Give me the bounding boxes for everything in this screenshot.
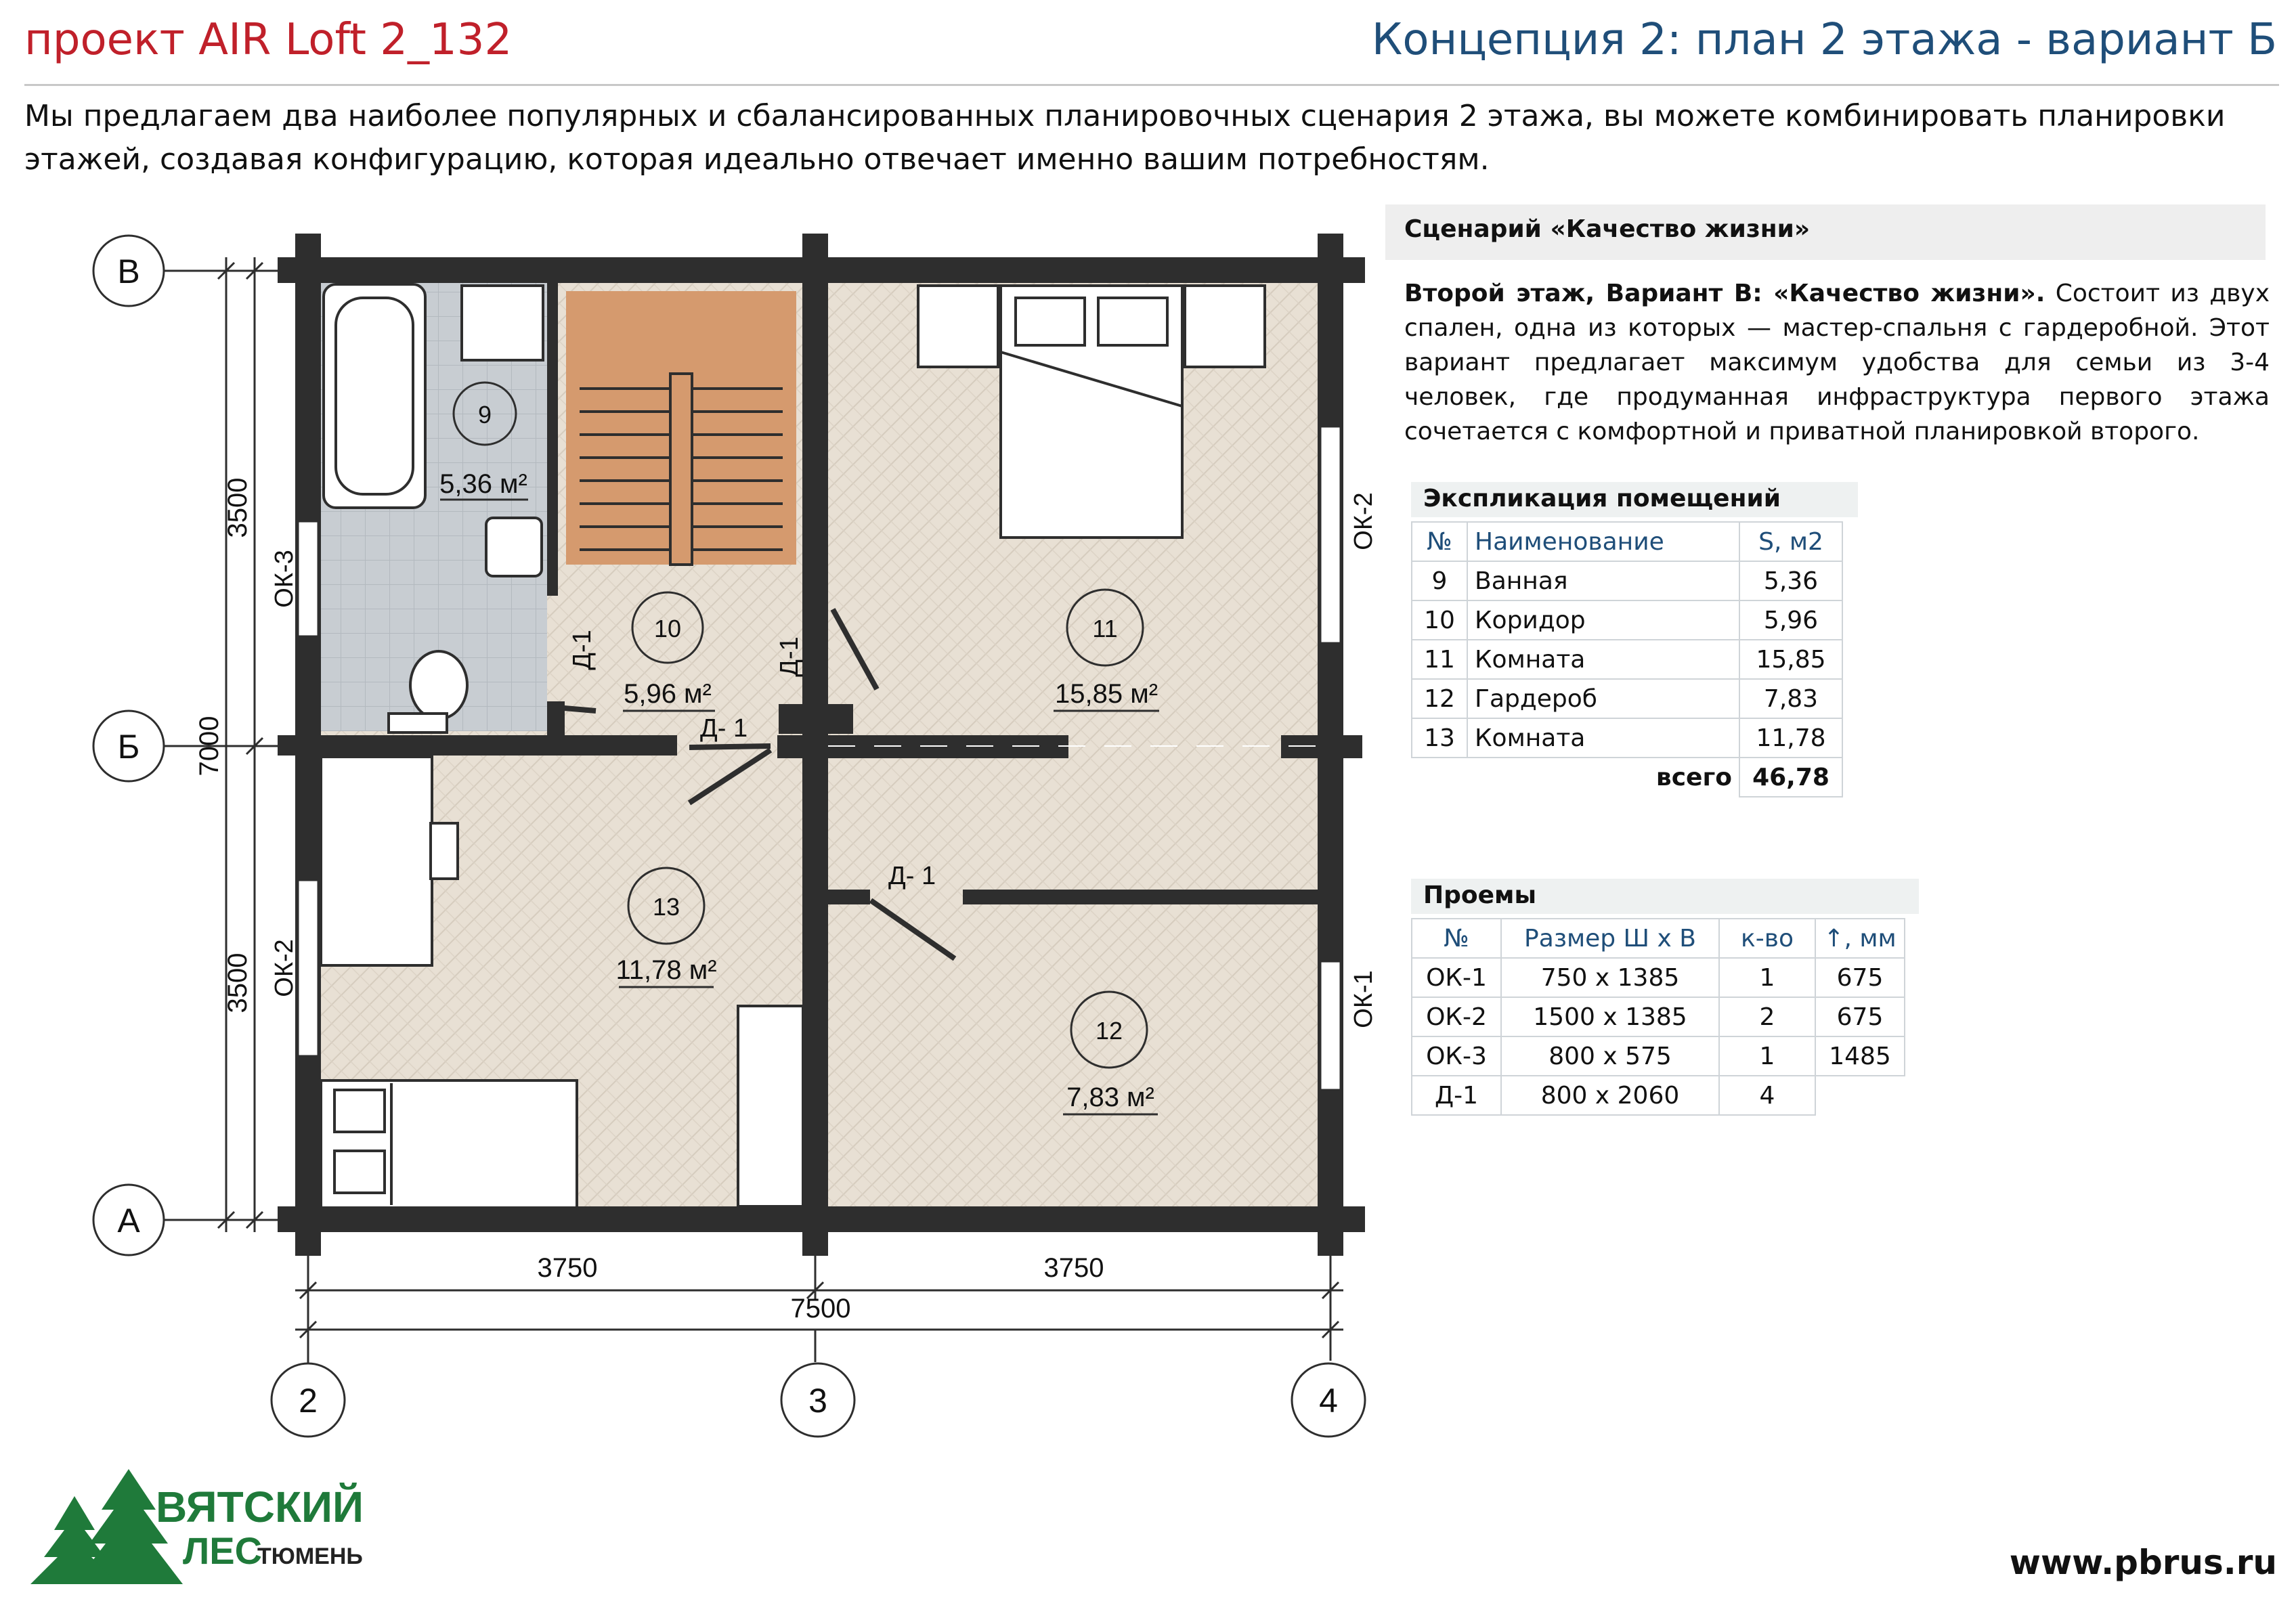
col-name: Наименование bbox=[1467, 522, 1739, 561]
cell: 800 х 575 bbox=[1501, 1036, 1719, 1076]
col-mark: № bbox=[1412, 919, 1501, 958]
dim-bottom-total: 7500 bbox=[790, 1294, 851, 1323]
intro-text: Мы предлагаем два наиболее популярных и сбалансированных планировочных сценария 2 этажа, вы можете комбинировать планировки этажей, создавая конфигурацию, которая идеально отвечает именно вашим потребностям. bbox=[24, 99, 2226, 177]
cell: 675 bbox=[1815, 958, 1905, 997]
total-label: всего bbox=[1467, 758, 1739, 797]
cell: 11,78 bbox=[1739, 718, 1842, 758]
axis-label-4: 4 bbox=[1319, 1382, 1338, 1420]
header-divider bbox=[24, 84, 2279, 86]
floor-plan bbox=[0, 203, 1385, 1462]
door-tag-bath: Д-1 bbox=[568, 630, 597, 670]
door-tag-corridor: Д-1 bbox=[775, 636, 804, 677]
cell: Гардероб bbox=[1467, 679, 1739, 718]
door-swing-13-a bbox=[689, 746, 771, 747]
vyatsky-les-logo bbox=[27, 1469, 379, 1584]
concept-title: Концепция 2: план 2 этажа - вариант Б bbox=[1371, 15, 2277, 65]
scenario-title: Сценарий «Качество жизни» bbox=[1404, 215, 1811, 243]
cell: 7,83 bbox=[1739, 679, 1842, 718]
project-title: проект AIR Loft 2_132 bbox=[24, 15, 513, 65]
wardrobe bbox=[738, 1006, 803, 1206]
sink bbox=[486, 518, 542, 576]
room12-num: 12 bbox=[1095, 1017, 1123, 1045]
openings-table bbox=[1411, 918, 1905, 1116]
nightstand-left bbox=[918, 286, 998, 367]
cell: 1 bbox=[1719, 1036, 1815, 1076]
openings-table-header bbox=[1412, 919, 1905, 958]
door-tag-room12: Д- 1 bbox=[888, 862, 936, 890]
cell: 1485 bbox=[1815, 1036, 1905, 1076]
table-row bbox=[1412, 1036, 1905, 1076]
window-ok1 bbox=[1320, 961, 1341, 1090]
axis-label-2: 2 bbox=[299, 1382, 318, 1420]
cell: 1 bbox=[1719, 958, 1815, 997]
axis-label-3: 3 bbox=[808, 1382, 827, 1420]
dim-left-bottom: 3500 bbox=[223, 953, 253, 1013]
door-tag-room13: Д- 1 bbox=[700, 714, 748, 743]
axis-label-v: В bbox=[117, 253, 140, 290]
rooms-table-title: Экспликация помещений bbox=[1423, 485, 1781, 512]
room9-num: 9 bbox=[477, 401, 492, 429]
col-area: S, м2 bbox=[1739, 522, 1842, 561]
logo-city: ТЮМЕНЬ bbox=[257, 1544, 363, 1569]
logo-word-bottom: ЛЕС bbox=[183, 1529, 263, 1572]
cell: Коридор bbox=[1467, 600, 1739, 640]
table-row bbox=[1412, 679, 1842, 718]
rooms-table-header bbox=[1412, 522, 1842, 561]
window-ok3 bbox=[298, 521, 318, 636]
table-row bbox=[1412, 561, 1842, 600]
room11-num: 11 bbox=[1092, 615, 1118, 642]
window-ok2-right bbox=[1320, 426, 1341, 643]
cell: 11 bbox=[1412, 640, 1467, 679]
cell: Ванная bbox=[1467, 561, 1739, 600]
cell-empty bbox=[1815, 1076, 1905, 1115]
table-row bbox=[1412, 718, 1842, 758]
openings-table-title: Проемы bbox=[1423, 881, 1537, 909]
toilet bbox=[410, 651, 467, 719]
cell: 13 bbox=[1412, 718, 1467, 758]
cell: ОК-1 bbox=[1412, 958, 1501, 997]
window-tag-ok3: ОК-3 bbox=[270, 550, 299, 608]
table-row bbox=[1412, 958, 1905, 997]
dim-left-total: 7000 bbox=[194, 716, 224, 776]
website-url: www.pbrus.ru bbox=[2009, 1543, 2277, 1582]
room13-num: 13 bbox=[652, 893, 680, 921]
room10-area: 5,96 м² bbox=[624, 679, 712, 709]
window-tag-ok1: ОК-1 bbox=[1349, 970, 1378, 1028]
dim-bottom-left: 3750 bbox=[537, 1253, 598, 1283]
room9-area: 5,36 м² bbox=[439, 469, 527, 499]
axis-label-b: Б bbox=[117, 728, 140, 766]
cell: 750 х 1385 bbox=[1501, 958, 1719, 997]
cell: 9 bbox=[1412, 561, 1467, 600]
dim-bottom-right: 3750 bbox=[1043, 1253, 1104, 1283]
window-tag-ok2-right: ОК-2 bbox=[1349, 492, 1378, 550]
cell: 15,85 bbox=[1739, 640, 1842, 679]
scenario-description bbox=[1404, 276, 2270, 449]
room11-area: 15,85 м² bbox=[1054, 679, 1158, 709]
cell: 800 х 2060 bbox=[1501, 1076, 1719, 1115]
cell: 4 bbox=[1719, 1076, 1815, 1115]
table-row bbox=[1412, 997, 1905, 1036]
scenario-body: Состоит из двух спален, одна из которых — мастер-спальня с гардеробной. Этот вариант предлагает максимум удобства для семьи из 3-4 человек, где продуманная инфраструктура первого этажа сочетается с комфортной и приватной планировкой второго. bbox=[1404, 280, 2270, 445]
cell: 1500 х 1385 bbox=[1501, 997, 1719, 1036]
cell: ОК-2 bbox=[1412, 997, 1501, 1036]
rooms-table bbox=[1411, 521, 1843, 797]
cell: Комната bbox=[1467, 640, 1739, 679]
cell: Комната bbox=[1467, 718, 1739, 758]
desk bbox=[321, 757, 432, 965]
window-tag-ok2-left: ОК-2 bbox=[270, 939, 299, 997]
cell: 5,96 bbox=[1739, 600, 1842, 640]
col-sill: ↑, мм bbox=[1815, 919, 1905, 958]
table-row bbox=[1412, 1076, 1905, 1115]
dim-left-top: 3500 bbox=[223, 477, 253, 538]
nightstand-right bbox=[1185, 286, 1265, 367]
room12-area: 7,83 м² bbox=[1066, 1082, 1154, 1112]
table-row bbox=[1412, 600, 1842, 640]
cell: Д-1 bbox=[1412, 1076, 1501, 1115]
cell: 675 bbox=[1815, 997, 1905, 1036]
total-value: 46,78 bbox=[1739, 758, 1842, 797]
col-size: Размер Ш х В bbox=[1501, 919, 1719, 958]
washing-machine bbox=[462, 286, 543, 360]
cell: 12 bbox=[1412, 679, 1467, 718]
cell: ОК-3 bbox=[1412, 1036, 1501, 1076]
col-num: № bbox=[1412, 522, 1467, 561]
cell: 5,36 bbox=[1739, 561, 1842, 600]
staircase bbox=[566, 291, 796, 565]
scenario-lead: Второй этаж, Вариант В: «Качество жизни». bbox=[1404, 280, 2045, 307]
window-ok2-left bbox=[298, 880, 318, 1056]
room13-area: 11,78 м² bbox=[615, 955, 717, 985]
table-row bbox=[1412, 640, 1842, 679]
cell: 2 bbox=[1719, 997, 1815, 1036]
col-count: к-во bbox=[1719, 919, 1815, 958]
room10-num: 10 bbox=[653, 615, 682, 642]
cell: 10 bbox=[1412, 600, 1467, 640]
total-row bbox=[1412, 758, 1842, 797]
chair bbox=[431, 823, 458, 879]
axis-label-a: А bbox=[117, 1202, 140, 1240]
logo-word-top: ВЯТСКИЙ bbox=[156, 1483, 364, 1531]
